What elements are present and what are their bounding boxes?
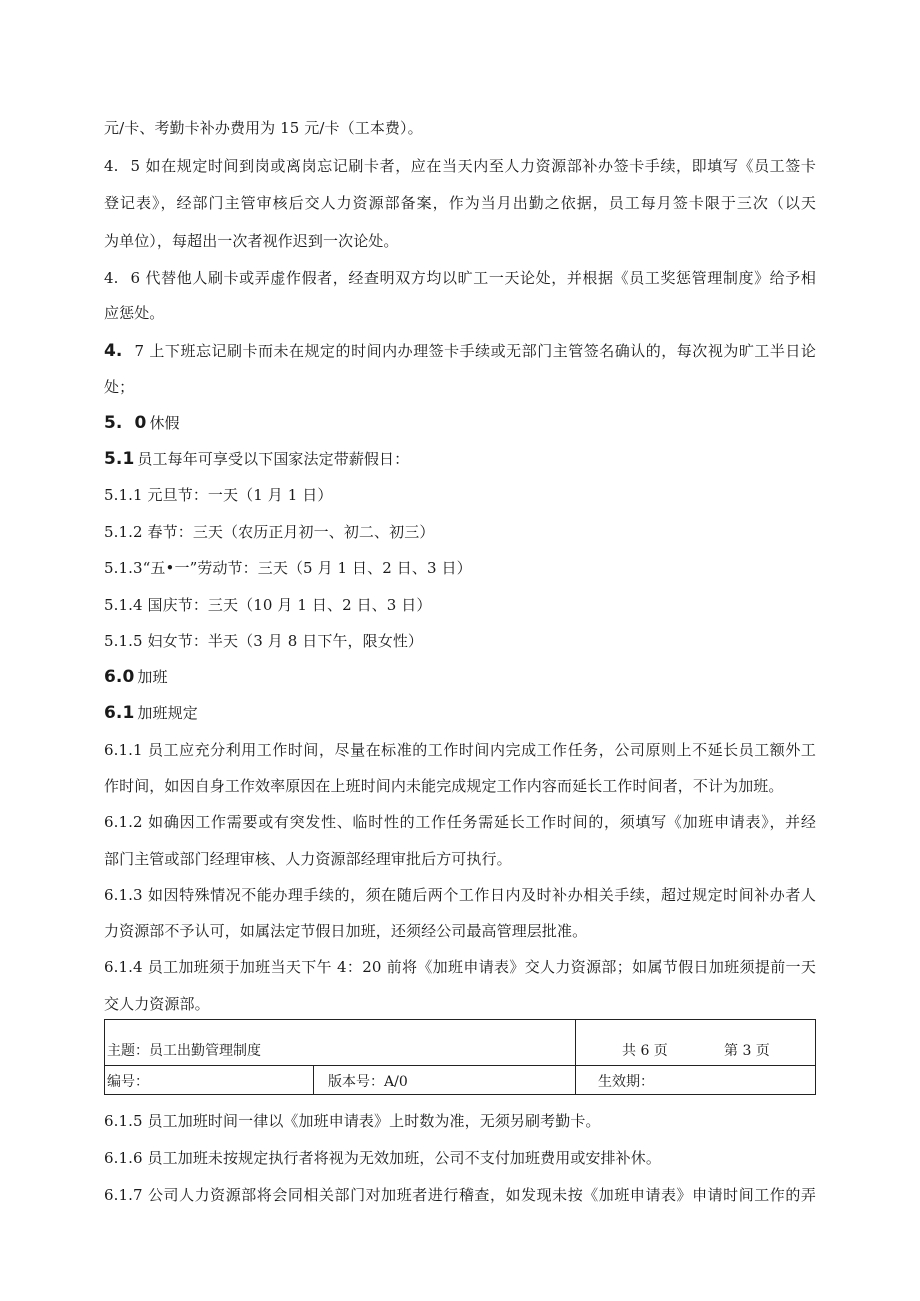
- footer-total-pages: 共 6 页: [622, 1043, 668, 1059]
- footer-pages-cell: [575, 1020, 815, 1065]
- footer-effective-cell: [575, 1066, 815, 1094]
- footer-row-2: [105, 1066, 815, 1094]
- paragraph-line: 6.1.1 员工应充分利用工作时间，尽量在标准的工作时间内完成工作任务，公司原则上不延长员工额外工: [104, 741, 816, 759]
- footer-effective-date-label: 生效期：: [598, 1074, 654, 1090]
- section-heading-6-1: 6.1 加班规定: [104, 703, 198, 723]
- footer-number-cell: [105, 1066, 313, 1094]
- list-item: 5.1.1 元旦节：一天（1 月 1 日）: [104, 486, 333, 504]
- clause-4-5-line: 4. 5 如在规定时间到岗或离岗忘记刷卡者，应在当天内至人力资源部补办签卡手续，即填写《员工签卡: [104, 157, 816, 175]
- section-heading-5-1: 5.1 员工每年可享受以下国家法定带薪假日：: [104, 449, 410, 469]
- paragraph-line: 处；: [104, 378, 135, 396]
- paragraph-line: 作时间，如因自身工作效率原因在上班时间内未能完成规定工作内容而延长工作时间者，不计为加班。: [104, 777, 784, 795]
- list-item: 5.1.5 妇女节：半天（3 月 8 日下午，限女性）: [104, 632, 424, 650]
- paragraph-line: 6.1.6 员工加班未按规定执行者将视为无效加班，公司不支付加班费用或安排补休。: [104, 1149, 661, 1167]
- paragraph-line: 6.1.5 员工加班时间一律以《加班申请表》上时数为准，无须另刷考勤卡。: [104, 1112, 601, 1130]
- list-item: 5.1.3“五•一”劳动节：三天（5 月 1 日、2 日、3 日）: [104, 559, 472, 577]
- footer-version: 版本号：A/0: [328, 1074, 408, 1090]
- paragraph-line: 部门主管或部门经理审核、人力资源部经理审批后方可执行。: [104, 850, 512, 868]
- paragraph-line: 为单位），每超出一次者视作迟到一次论处。: [104, 232, 399, 250]
- list-item: 5.1.4 国庆节：三天（10 月 1 日、2 日、3 日）: [104, 596, 432, 614]
- paragraph-line: 6.1.7 公司人力资源部将会同相关部门对加班者进行稽查，如发现未按《加班申请表》申请时间工作的弄: [104, 1186, 816, 1204]
- footer-subject-cell: [105, 1020, 575, 1065]
- paragraph-line: 6.1.3 如因特殊情况不能办理手续的，须在随后两个工作日内及时补办相关手续，超过规定时间补办者人: [104, 886, 816, 904]
- paragraph-line: 应惩处。: [104, 304, 165, 322]
- paragraph-line: 6.1.4 员工加班须于加班当天下午 4：20 前将《加班申请表》交人力资源部；如属节假日加班须提前一天: [104, 958, 816, 976]
- paragraph-line: 登记表》，经部门主管审核后交人力资源部备案，作为当月出勤之依据，员工每月签卡限于三次（以天: [104, 194, 816, 212]
- list-item: 5.1.2 春节：三天（农历正月初一、初二、初三）: [104, 523, 435, 541]
- footer-subject: 主题：员工出勤管理制度: [107, 1043, 261, 1059]
- paragraph-line: 交人力资源部。: [104, 995, 210, 1013]
- footer-number-label: 编号：: [107, 1074, 149, 1090]
- paragraph-line: 元/卡、考勤卡补办费用为 15 元/卡（工本费）。: [104, 119, 423, 137]
- footer-current-page: 第 3 页: [724, 1043, 770, 1059]
- clause-4-7-line: 4. 7 上下班忘记刷卡而未在规定的时间内办理签卡手续或无部门主管签名确认的，每次视为旷工半日论: [104, 341, 816, 361]
- footer-version-cell: [313, 1066, 575, 1094]
- section-heading-6-0: 6.0 加班: [104, 667, 168, 687]
- page-footer-table: [104, 1019, 816, 1095]
- clause-4-6-line: 4. 6 代替他人刷卡或弄虚作假者，经查明双方均以旷工一天论处，并根据《员工奖惩管理制度》给予相: [104, 269, 816, 287]
- section-heading-5-0: 5. 0 休假: [104, 413, 180, 433]
- paragraph-line: 力资源部不予认可，如属法定节假日加班，还须经公司最高管理层批准。: [104, 922, 588, 940]
- footer-row-1: [105, 1020, 815, 1066]
- paragraph-line: 6.1.2 如确因工作需要或有突发性、临时性的工作任务需延长工作时间的，须填写《加班申请表》，并经: [104, 813, 816, 831]
